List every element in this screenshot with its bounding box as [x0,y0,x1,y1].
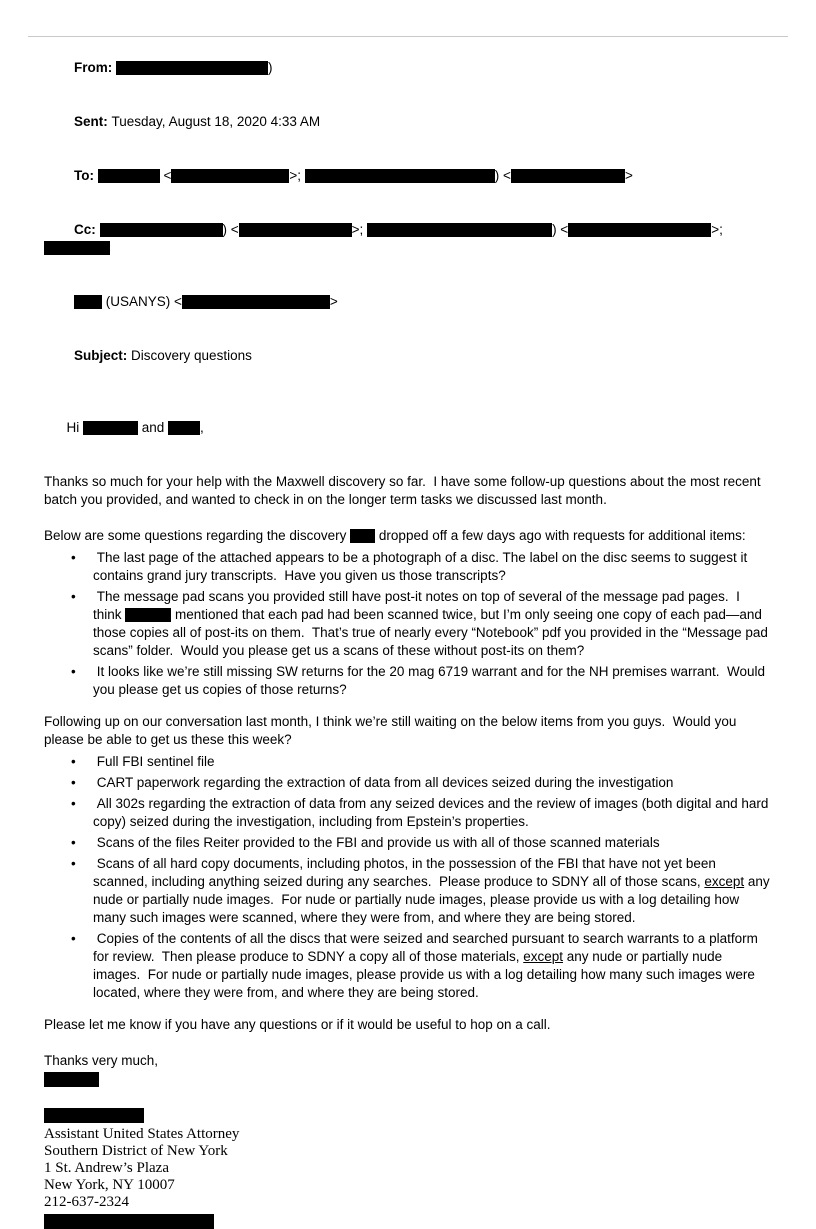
subject-value: Discovery questions [131,348,252,363]
list-item [44,855,772,927]
list-item-text: any nude or partially nude images. For nude or partially nude images, please provide us with a log detailing how many such images were located, where they were from, and where they are being stored. [93,949,759,1000]
cc-separator-4: >; [711,222,727,237]
signature-address-2: New York, NY 10007 [44,1177,175,1193]
list-item-text: The last page of the attached appears to be a photograph of a disc. The label on the disc seems to suggest it contains grand jury transcripts. Have you given us those transcripts? [93,550,751,583]
list-item-text: It looks like we’re still missing SW returns for the 20 mag 6719 warrant and for the NH premises warrant. Would you please get us copies of those returns? [93,664,769,697]
list-item [44,753,772,771]
paragraph-thanks [44,473,772,509]
redacted-sender-name [44,1072,99,1087]
list-item-underlined-text: except [523,949,564,964]
cc-separator-1: ) < [222,222,239,237]
to-line [44,149,772,203]
redacted-cc-name-3-cont [74,295,102,309]
list-item-text: Full FBI sentinel file [93,754,215,769]
from-line [44,41,772,95]
sent-value: Tuesday, August 18, 2020 4:33 AM [111,114,321,129]
redacted-from-address [116,61,268,75]
discovery-intro-pre: Below are some questions regarding the discovery [44,528,351,543]
redacted-signature-email [44,1214,214,1229]
subject-label: Subject: [74,348,132,363]
redacted-person-name [125,608,171,622]
signature-title: Assistant United States Attorney [44,1126,240,1142]
cc-line2-close: > [329,294,338,309]
to-separator-1: < [159,168,172,183]
from-label: From: [74,60,117,75]
paragraph-discovery-intro [44,527,772,545]
list-item-text: Scans of the files Reiter provided to the FBI and provide us with all of those scanned materials [93,835,660,850]
redacted-cc-email-1 [239,223,352,237]
list-item [44,549,772,585]
closing-text: Thanks very much, [44,1053,159,1068]
signature-address-1: 1 St. Andrew’s Plaza [44,1160,169,1176]
redacted-signature-name [44,1108,144,1123]
closing-line [44,1052,772,1070]
to-label: To: [74,168,98,183]
signature-phone: 212-637-2324 [44,1194,129,1210]
list-item-text: any nude or partially nude images. For nude or partially nude images, please provide us with a log detailing how many such images were scanned, where they were from, and where they are being stored. [93,874,774,925]
signature-block [44,1108,772,1229]
redacted-cc-name-1 [100,223,223,237]
header-divider [28,36,788,37]
list-item-underlined-text: except [704,874,745,889]
redacted-to-name-1 [98,169,160,183]
redacted-cc-email-2 [568,223,711,237]
list-item-text: Copies of the contents of all the discs that were seized and searched pursuant to search warrants to a platform for review. Then please produce to SDNY a copy all of those materials, [93,931,762,964]
list-item [44,795,772,831]
sent-line [44,95,772,149]
cc-separator-3: ) < [552,222,569,237]
cc-usanys-text: (USANYS) < [102,294,182,309]
redacted-to-name-2 [305,169,495,183]
paragraph-call [44,1016,772,1034]
paragraph-following-up-text: Following up on our conversation last month, I think we’re still waiting on the below items from you guys. Would you please be able to get us these this week? [44,714,741,747]
redacted-cc-name-2 [367,223,552,237]
signature-office: Southern District of New York [44,1143,228,1159]
list-item-text: All 302s regarding the extraction of data from any seized devices and the review of images (both digital and hard copy) seized during the investigation, including from Epstein’s properties. [93,796,773,829]
list-item [44,774,772,792]
to-separator-4: > [624,168,633,183]
redacted-to-email-1 [171,169,289,183]
paragraph-thanks-text: Thanks so much for your help with the Maxwell discovery so far. I have some follow-up questions about the most recent batch you provided, and wanted to check in on the longer term tasks we discussed last month. [44,474,765,507]
paragraph-call-text: Please let me know if you have any questions or if it would be useful to hop on a call. [44,1017,551,1032]
list-item-text: Scans of all hard copy documents, including photos, in the possession of the FBI that have not yet been scanned, including anything seized during any searches. Please produce to SDNY all of those scans, [93,856,720,889]
redacted-person-name [350,529,375,543]
redacted-cc-name-3 [44,241,110,255]
list-item-text: mentioned that each pad had been scanned twice, but I’m only seeing one copy of each pad—and those copies all of post-its on them. That’s true of nearly every “Notebook” pdf you provided in the “Message pad scans” folder. Would you please get us a scans of these without post-its on them? [93,607,772,658]
to-separator-3: ) < [494,168,511,183]
cc-line-2 [44,275,772,329]
greeting [44,401,772,455]
list-item-text: The message pad scans you provided still have post-it notes on top of several of the message pad pages. I think [93,589,744,622]
list-item [44,930,772,1002]
cc-line [44,203,772,275]
redacted-to-email-2 [511,169,625,183]
bullet-list-outstanding-items [44,753,772,1002]
redacted-recipient-name-1 [83,421,138,435]
greeting-mid: and [138,420,169,435]
bullet-list-discovery-questions [44,549,772,699]
greeting-pre: Hi [66,420,84,435]
email-header [44,41,772,383]
cc-label: Cc: [74,222,100,237]
list-item [44,834,772,852]
redacted-recipient-name-2 [168,421,200,435]
greeting-post: , [200,420,204,435]
cc-separator-2: >; [351,222,368,237]
from-after-text: ) [268,60,273,75]
to-separator-2: >; [289,168,305,183]
redacted-cc-email-3 [182,295,330,309]
list-item-text: CART paperwork regarding the extraction of data from all devices seized during the investigation [93,775,674,790]
email-content [44,41,772,1229]
discovery-intro-post: dropped off a few days ago with requests for additional items: [375,528,746,543]
list-item [44,588,772,660]
subject-line [44,329,772,383]
sent-label: Sent: [74,114,112,129]
paragraph-following-up [44,713,772,749]
list-item [44,663,772,699]
